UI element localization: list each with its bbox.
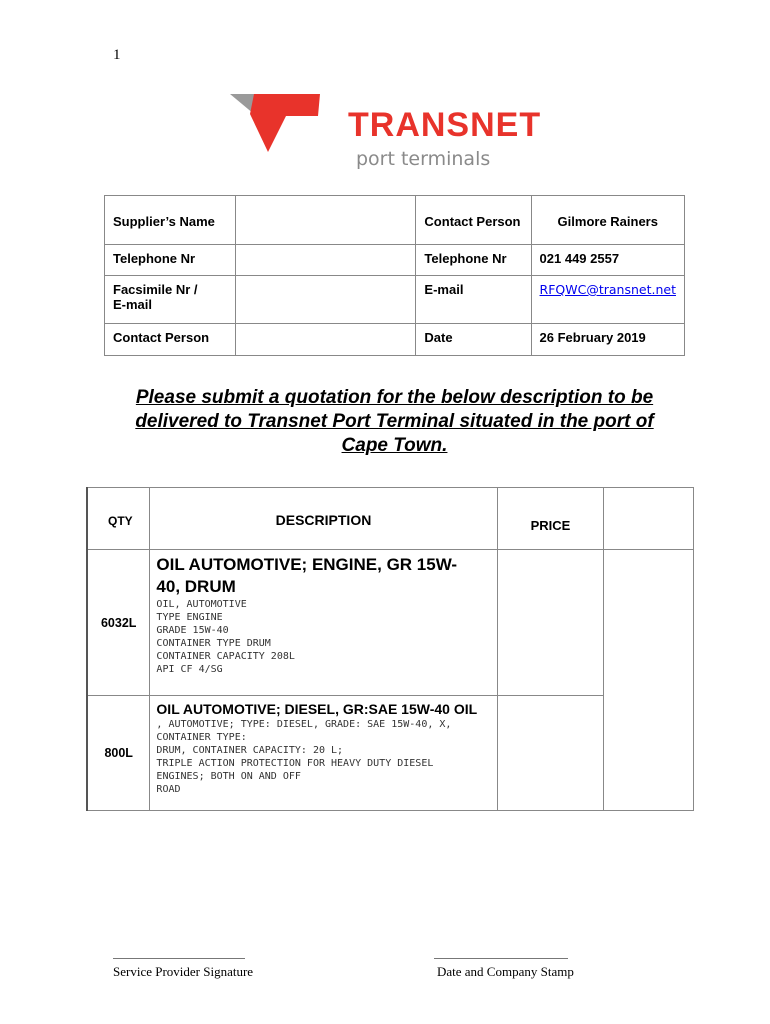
- page-number: 1: [113, 47, 121, 63]
- transnet-logo: [228, 88, 548, 178]
- contact-telephone-label: Telephone Nr: [416, 245, 531, 276]
- extra-header-cell: [604, 488, 694, 550]
- contact-telephone-value: 021 449 2557: [531, 245, 684, 276]
- logo-subtitle: port terminals: [356, 148, 491, 170]
- item-description: [150, 696, 497, 811]
- email-cell: [531, 276, 684, 324]
- facsimile-label-line1: Facsimile Nr /: [113, 282, 198, 297]
- signature-line: [113, 958, 245, 959]
- table-row: [87, 550, 694, 696]
- suppliers-name-field[interactable]: [235, 196, 416, 245]
- item-title: OIL AUTOMOTIVE; ENGINE, GR 15W-: [156, 555, 458, 574]
- service-provider-signature-label: Service Provider Signature: [113, 964, 254, 979]
- item-price-field[interactable]: [497, 696, 604, 811]
- email-label: E-mail: [416, 276, 531, 324]
- instruction-line: Please submit a quotation for the below description to be: [135, 387, 654, 408]
- qty-header: QTY: [87, 488, 150, 550]
- description-header: DESCRIPTION: [150, 488, 497, 550]
- supplier-details-table: [104, 195, 685, 356]
- date-value: 26 February 2019: [531, 324, 684, 356]
- date-label: Date: [416, 324, 531, 356]
- items-header-row: [87, 488, 694, 550]
- contact-person-label: Contact Person: [416, 196, 531, 245]
- extra-cell: [604, 550, 694, 696]
- item-details: OIL, AUTOMOTIVE TYPE ENGINE GRADE 15W-40 CONTAINER TYPE DRUM CONTAINER CAPACITY 208L API CF 4/SG: [156, 599, 295, 675]
- supplier-row: [105, 276, 685, 324]
- instruction-line: delivered to Transnet Port Terminal situated in the port of: [135, 411, 654, 432]
- quotation-instruction: [104, 386, 685, 458]
- supplier-row: [105, 324, 685, 356]
- supplier-contact-person-field[interactable]: [235, 324, 416, 356]
- items-table: [86, 487, 694, 811]
- contact-person-value: Gilmore Rainers: [531, 196, 684, 245]
- table-row: [87, 696, 694, 811]
- email-link[interactable]: RFQWC@transnet.net: [539, 282, 676, 297]
- item-qty: 6032L: [87, 550, 150, 696]
- facsimile-label-line2: E-mail: [113, 297, 153, 312]
- facsimile-label: [105, 276, 236, 324]
- telephone-field[interactable]: [235, 245, 416, 276]
- logo-wordmark: TRANSNET: [348, 106, 542, 144]
- instruction-line: Cape Town.: [341, 435, 448, 456]
- item-title: OIL AUTOMOTIVE; DIESEL, GR:SAE 15W-40 OIL: [156, 701, 478, 717]
- supplier-row: [105, 245, 685, 276]
- item-qty: 800L: [87, 696, 150, 811]
- transnet-mark-icon: [228, 88, 348, 178]
- item-description: [150, 550, 497, 696]
- telephone-label: Telephone Nr: [105, 245, 236, 276]
- supplier-contact-person-label: Contact Person: [105, 324, 236, 356]
- facsimile-field[interactable]: [235, 276, 416, 324]
- date-company-stamp-label: Date and Company Stamp: [437, 964, 574, 979]
- item-details: , AUTOMOTIVE; TYPE: DIESEL, GRADE: SAE 15W-40, X, CONTAINER TYPE: DRUM, CONTAINER CAPACITY: 20 L; TRIPLE ACTION PROTECTION FOR HEAVY DUTY DIESEL ENGINES; BOTH ON AND OFF ROAD: [156, 719, 452, 795]
- stamp-line: [434, 958, 568, 959]
- suppliers-name-label: Supplier’s Name: [105, 196, 236, 245]
- extra-cell: [604, 696, 694, 811]
- item-price-field[interactable]: [497, 550, 604, 696]
- supplier-row: [105, 196, 685, 245]
- item-title: 40, DRUM: [156, 577, 236, 596]
- price-header: PRICE: [497, 488, 604, 550]
